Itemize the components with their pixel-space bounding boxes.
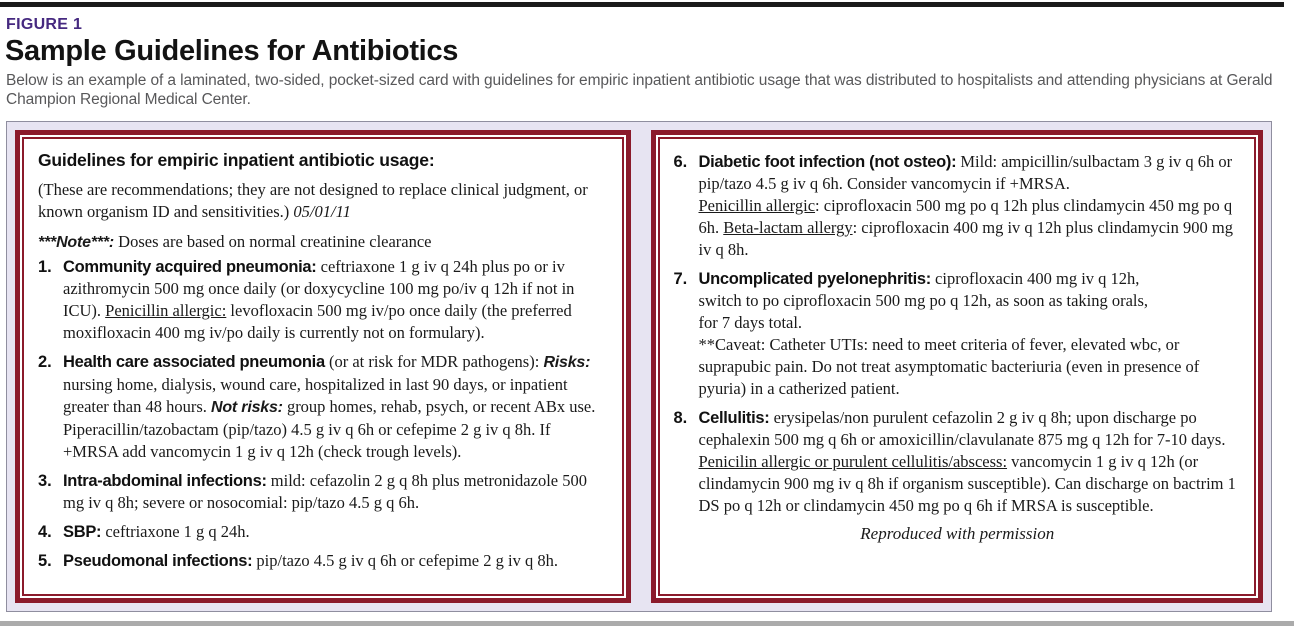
item-number: 7. (673, 270, 688, 288)
guideline-item-2 (38, 351, 609, 463)
item-text: Mild: ampicillin/sulbactam 3 g iv q 6h or pip/tazo 4.5 g iv q 6h. Consider vancomycin if +MRSA. (698, 152, 1233, 193)
item-body (63, 521, 609, 543)
item-heading: Pseudomonal infections: (63, 552, 253, 570)
item-text: ceftriaxone 1 g q 24h. (101, 522, 250, 541)
item-text: : ciprofloxacin 500 mg po q 12h plus clindamycin 450 mg po q 6h. (698, 196, 1233, 237)
figure-title: Sample Guidelines for Antibiotics (5, 35, 459, 67)
card-front-inner (22, 137, 624, 596)
item-text: nursing home, dialysis, wound care, hospitalized in last 90 days, or inpatient greater than 48 hours. (63, 375, 568, 416)
item-underlined-text: Penicilin allergic or purulent cellulitis/abscess: (698, 452, 1008, 471)
note-label: ***Note***: (38, 234, 115, 251)
card-front-title: Guidelines for empiric inpatient antibiotic usage: (38, 150, 435, 170)
item-text: ceftriaxone 1 g iv q 24h plus po or iv azithromycin 500 mg once daily (or doxycycline 100 mg po/iv q 12h if not in ICU). (63, 257, 575, 320)
item-underlined-text: Beta-lactam allergy (723, 218, 853, 237)
guideline-item-3 (38, 470, 609, 514)
guidelines-card (6, 121, 1272, 612)
bottom-rule (0, 621, 1294, 626)
item-heading: Intra-abdominal infections: (63, 472, 267, 490)
item-text: levofloxacin 500 mg iv/po once daily (the preferred moxifloxacin 400 mg iv/po daily is currently not on formulary). (63, 301, 572, 342)
item-underlined-text: Penicillin allergic (698, 196, 816, 215)
item-text: (or at risk for MDR pathogens): (324, 352, 544, 371)
item-heading: SBP: (63, 523, 102, 541)
item-body (63, 470, 609, 514)
item-text: group homes, rehab, psych, or recent ABx use. Piperacillin/tazobactam (pip/tazo) 4.5 g iv q 6h or cefepime 2 g iv q 8h. If +MRSA add vancomycin 1 g iv q 12h (check trough levels). (63, 397, 596, 461)
card-front-note (38, 231, 609, 254)
card-front-intro (38, 179, 609, 223)
item-text: : ciprofloxacin 400 mg iv q 12h plus clindamycin 900 mg iv q 8h. (698, 218, 1233, 259)
card-back-panel (651, 130, 1264, 603)
guideline-item-1 (38, 256, 609, 344)
item-underlined-text: Penicillin allergic: (105, 301, 227, 320)
item-number: 8. (673, 409, 688, 427)
item-number: 1. (38, 258, 52, 276)
item-text: for 7 days total. (698, 313, 803, 332)
item-body (63, 256, 609, 344)
item-number: 2. (38, 353, 52, 371)
item-number: 5. (38, 552, 52, 570)
figure-label: FIGURE 1 (6, 16, 83, 33)
item-body (63, 351, 609, 463)
item-heading: Health care associated pneumonia (63, 353, 325, 371)
item-caveat-text: **Caveat: Catheter UTIs: need to meet criteria of fever, elevated wbc, or suprapubic pain. Do not treat asymptomatic bacteriuria (even in presence of pyuria) in a catherized patient. (698, 335, 1200, 398)
item-text: vancomycin 1 g iv q 12h (or clindamycin 900 mg iv q 8h if organism susceptible). Can discharge on bactrim 1 DS po q 12h or clindamycin 450 mg po q 6h if MRSA is susceptible. (698, 452, 1236, 515)
item-text: mild: cefazolin 2 g q 8h plus metronidazole 500 mg iv q 8h; severe or nosocomial: pip/tazo 4.5 g q 6h. (63, 471, 587, 512)
guideline-item-5 (38, 550, 609, 572)
top-rule (0, 2, 1284, 7)
card-back-inner (658, 137, 1257, 596)
item-text: switch to po ciprofloxacin 500 mg po q 12h, as soon as taking orals, (698, 291, 1149, 310)
guideline-item-4 (38, 521, 609, 543)
item-number: 6. (673, 153, 688, 171)
item-body (699, 268, 1242, 400)
item-heading: Diabetic foot infection (not osteo): (698, 153, 957, 171)
note-text: Doses are based on normal creatinine clearance (114, 232, 432, 251)
item-heading: Community acquired pneumonia: (63, 258, 317, 276)
intro-date: 05/01/11 (293, 202, 351, 221)
item-text: pip/tazo 4.5 g iv q 6h or cefepime 2 g iv q 8h. (252, 551, 558, 570)
item-body (699, 151, 1242, 261)
item-body (63, 550, 609, 572)
guideline-item-8 (674, 407, 1242, 517)
item-heading: Cellulitis: (698, 409, 770, 427)
guideline-item-6 (674, 151, 1242, 261)
risks-label: Risks: (543, 354, 591, 371)
item-heading: Uncomplicated pyelonephritis: (698, 270, 931, 288)
not-risks-label: Not risks: (211, 399, 283, 416)
guideline-item-7 (674, 268, 1242, 400)
figure-description: Below is an example of a laminated, two-sided, pocket-sized card with guidelines for empiric inpatient antibiotic usage that was distributed to hospitalists and attending physicians at Gerald Champion Regional Medical Center. (6, 72, 1273, 108)
item-number: 3. (38, 472, 52, 490)
card-front-panel (15, 130, 631, 603)
item-text: ciprofloxacin 400 mg iv q 12h, (930, 269, 1140, 288)
item-text: erysipelas/non purulent cefazolin 2 g iv q 8h; upon discharge po cephalexin 500 mg q 6h or amoxicillin/clavulanate 875 mg q 12h for 7-10 days. (698, 408, 1226, 449)
intro-text: (These are recommendations; they are not designed to replace clinical judgment, or known organism ID and sensitivities.) (38, 180, 588, 221)
item-body (699, 407, 1242, 517)
item-number: 4. (38, 523, 52, 541)
permission-credit: Reproduced with permission (860, 524, 1055, 543)
